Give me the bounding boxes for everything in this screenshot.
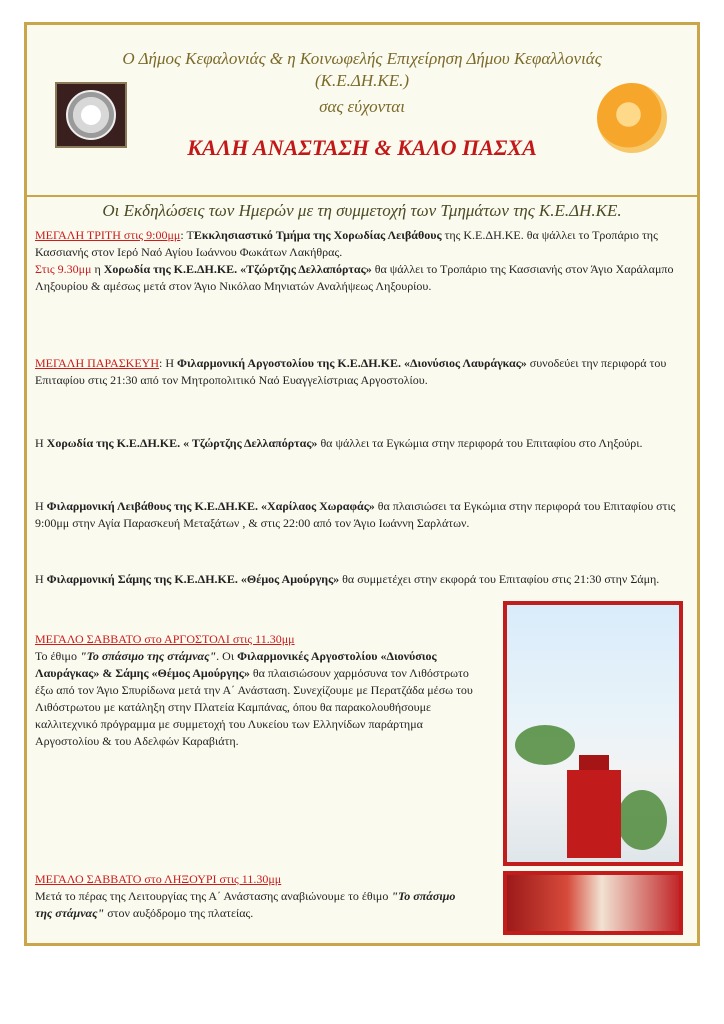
tuesday-second-time: Στις 9.30μμ xyxy=(35,262,92,276)
saturday-text: Το έθιμο xyxy=(35,649,80,663)
bell-tower xyxy=(567,770,621,858)
saturday-text: θα πλαισιώσουν χαρμόσυνα τον Λιθόστρωτο έξω από τον Άγιο Σπυρίδωνα μετά την Α΄ Ανάσταση. Συνεχίζουμε με Περατζάδα μέσω του Λιθόστρωτου με κατάληξη στην Πλατεία Καμπάνας, όπου θα παρακολουθήσουμε καλλιτεχνικό πρόγραμμα με συμμετοχή του Λυκείου των Ελληνίδων παράρτημα Αργοστολίου & του Αδελφών Καραβιάτη. xyxy=(35,666,473,748)
wishes-line: σας εύχονται xyxy=(319,97,405,116)
friday-text: Η xyxy=(35,499,47,513)
saturday-text: . Οι xyxy=(216,649,238,663)
tuesday-section xyxy=(35,227,683,295)
tuesday-text: της Κ.Ε.ΔΗ.ΚΕ. θα ψάλλει το Τροπάριο της Κασσιανής στον Ιερό Ναό Αγίου Ιωάννου Φωκάτων Λακήθρας. xyxy=(35,228,658,259)
saturday-lixouri-heading: ΜΕΓΑΛΟ ΣΑΒΒΑΤΟ στο ΛΗΞΟΥΡΙ στις 11.30μμ xyxy=(35,872,282,886)
friday-text: Η xyxy=(35,436,47,450)
church-choir-name: Εκκλησιαστικό Τμήμα της Χορωδίας Λειβάθους xyxy=(193,228,442,242)
poster-frame xyxy=(24,22,700,946)
friday-text: θα ψάλλει τα Εγκώμια στην περιφορά του Επιταφίου στο Ληξούρι. xyxy=(317,436,643,450)
organizer-abbreviation: (Κ.Ε.ΔΗ.ΚΕ.) xyxy=(314,71,410,90)
friday-paragraph-2 xyxy=(35,435,683,452)
celebration-photo xyxy=(503,871,683,935)
tree-foliage xyxy=(515,725,575,765)
saturday-text: Μετά το πέρας της Λειτουργίας της Α΄ Ανάστασης αναβιώνουμε το έθιμο xyxy=(35,889,392,903)
tuesday-text: η xyxy=(91,262,104,276)
choir-name: Χορωδία της Κ.Ε.ΔΗ.ΚΕ. «Τζώρτζης Δελλαπόρτας» xyxy=(103,262,372,276)
poster-header xyxy=(27,25,697,197)
saturday-argostoli-heading: ΜΕΓΑΛΟ ΣΑΒΒΑΤΟ στο ΑΡΓΟΣΤΟΛΙ στις 11.30μμ xyxy=(35,632,295,646)
friday-text: : Η xyxy=(159,356,178,370)
friday-paragraph-4 xyxy=(35,571,683,588)
argostoli-band-name: Φιλαρμονική Αργοστολίου της Κ.Ε.ΔΗ.ΚΕ. «Διονύσιος Λαυράγκας» xyxy=(177,356,527,370)
friday-text: συνοδεύει την περιφορά του Επιταφίου στις 21:30 από τον Μητροπολιτικό Ναό Ευαγγελίστριας Αργοστολίου. xyxy=(35,356,667,387)
custom-name: "Το σπάσιμο της στάμνας" xyxy=(35,889,456,920)
sami-band-name: Φιλαρμονική Σάμης της Κ.Ε.ΔΗ.ΚΕ. «Θέμος Αμούργης» xyxy=(46,572,340,586)
livathos-band-name: Φιλαρμονική Λειβάθους της Κ.Ε.ΔΗ.ΚΕ. «Χαρίλαος Χωραφάς» xyxy=(46,499,375,513)
tuesday-text: θα ψάλλει το Τροπάριο της Κασσιανής στον Άγιο Χαράλαμπο Ληξουρίου & αμέσως μετά στον Άγιο Νικόλαο Μηνιατών Αναλήψεως Ληξουρίου. xyxy=(35,262,674,293)
tuesday-text: : Τ xyxy=(180,228,194,242)
tuesday-heading: ΜΕΓΑΛΗ ΤΡΙΤΗ στις 9:00μμ xyxy=(35,228,181,242)
easter-greeting: ΚΑΛΗ ΑΝΑΣΤΑΣΗ & ΚΑΛΟ ΠΑΣΧΑ xyxy=(187,135,537,160)
choir-name: Χορωδία της Κ.Ε.ΔΗ.ΚΕ. « Τζώρτζης Δελλαπόρτας» xyxy=(46,436,318,450)
friday-text: Η xyxy=(35,572,47,586)
saturday-argostoli-section xyxy=(35,631,475,750)
friday-heading: ΜΕΓΑΛΗ ΠΑΡΑΣΚΕΥΗ xyxy=(35,356,160,370)
saturday-text: στον αυξόδρομο της πλατείας. xyxy=(104,906,254,920)
friday-text: θα συμμετέχει στην εκφορά του Επιταφίου στις 21:30 στην Σάμη. xyxy=(339,572,660,586)
organizer-line: Ο Δήμος Κεφαλονιάς & η Κοινωφελής Επιχείρηση Δήμου Κεφαλλονιάς xyxy=(122,49,602,68)
bands-name: Φιλαρμονικές Αργοστολίου «Διονύσιος Λαυράγκας» & Σάμης «Θέμος Αμούργης» xyxy=(35,649,437,680)
tree-foliage xyxy=(617,790,667,850)
saturday-lixouri-section xyxy=(35,871,475,922)
friday-text: θα πλαισιώσει τα Εγκώμια στην περιφορά του Επιταφίου στις 9:00μμ στην Αγία Παρασκευή Μεταξάτων , & στις 22:00 από τον Άγιο Ιωάννη Σαρλάτων. xyxy=(35,499,676,530)
bell-tower-photo xyxy=(503,601,683,866)
friday-paragraph-3 xyxy=(35,498,683,532)
custom-name: "Το σπάσιμο της στάμνας" xyxy=(79,649,217,663)
friday-section xyxy=(35,355,683,389)
events-subtitle: Οι Εκδηλώσεις των Ημερών με τη συμμετοχή των Τμημάτων της Κ.Ε.ΔΗ.ΚΕ. xyxy=(102,201,622,220)
